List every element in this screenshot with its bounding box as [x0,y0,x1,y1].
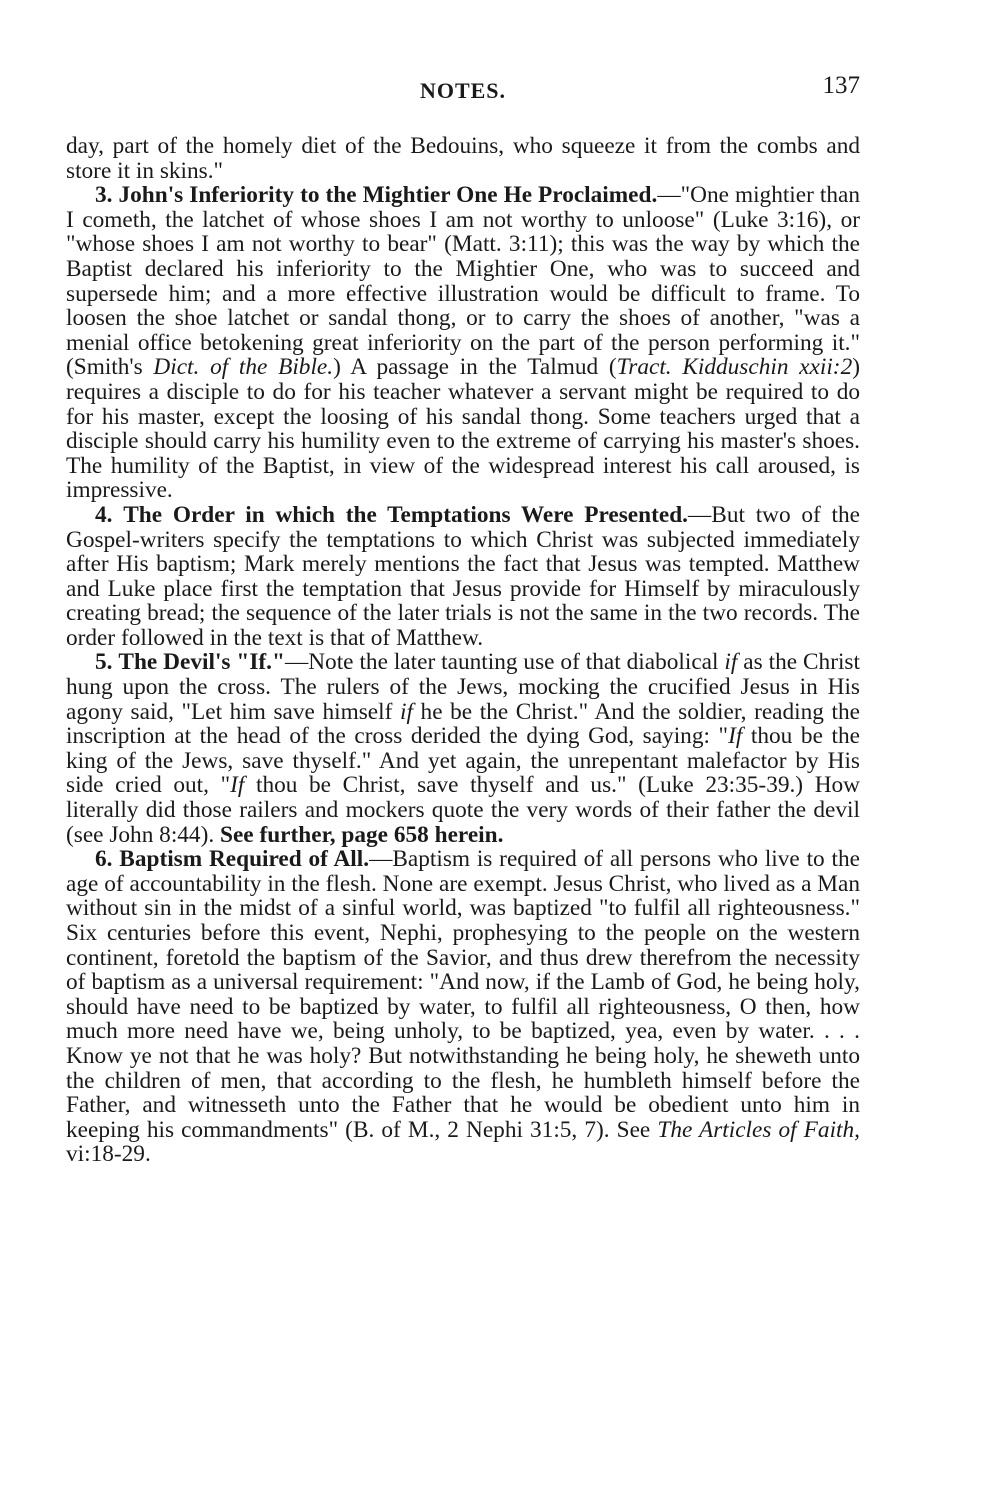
header-title: NOTES. [419,78,507,103]
note-4 [66,503,860,651]
text-run: ) requires a disciple to do for his teacher whatever a servant might be required to do for his master, except the loosing of his sandal thong. Some teachers urged that a disciple should carry his humility even to the extreme of carrying his master's shoes. The humility of the Baptist, in view of the widespread interest his call aroused, is impressive. [66,354,860,504]
text-run: thou be the king of the Jews, save thyself." And yet again, the unrepentant malefactor by His side cried out, " [66,723,860,799]
note-number: 5. [95,649,113,676]
text-run: But two of the Gospel-writers specify the temptations to which Christ was subjected immediately after His baptism; Mark merely mentions the fact that Jesus was tempted. Matthew and Luke place first the temptation that Jesus provide for Himself by miraculously creating bread; the sequence of the later trials is not the same in the two records. The order followed in the text is that of Matthew. [66,501,861,651]
note-3 [66,183,860,503]
italic-run: The Articles of Faith, [657,1116,860,1143]
title-dash: — [284,649,309,676]
note-title: John's Inferiority to the Mightier One He Proclaimed. [118,182,658,209]
italic-run: If [230,772,245,799]
page-number: 137 [822,72,860,99]
bold-run: See further, page 658 herein. [220,821,504,848]
title-dash: — [657,182,681,209]
notes-body [66,134,860,1167]
text-run: "One mightier than I cometh, the latchet of whose shoes I am not worthy to unloose" (Luke 3:16), or "whose shoes I am not worthy to bear" (Matt. 3:11); this was the way by which the Baptist declared his inferiority to the Mightier One, who was to succeed and supersede him; and a more effective illustration would be difficult to frame. To loosen the shoe latchet or sandal thong, or to carry the shoes of another, "was a menial office betokening great inferiority on the part of the person performing it." (Smith's [66,182,861,381]
title-dash: — [687,501,712,528]
text-run: he be the Christ." And the soldier, reading the inscription at the head of the cross derided the dying God, saying: " [66,698,861,750]
text-run: thou be Christ, save thyself and us." (Luke 23:35-39.) How literally did those railers and mockers quote the very words of their father the devil (see John 8:44). [66,772,861,848]
running-head [66,70,860,110]
continuation-paragraph: day, part of the homely diet of the Bedouins, who squeeze it from the combs and store it in skins." [66,133,860,184]
note-5 [66,650,860,847]
note-6 [66,847,860,1167]
italic-run: If [728,723,743,750]
title-dash: — [369,846,393,873]
note-title: The Order in which the Temptations Were Presented. [123,501,688,528]
italic-run: if [399,698,413,725]
note-text [66,649,860,847]
note-text [66,182,860,503]
italic-run: Tract. Kidduschin xxii:2 [616,354,853,381]
note-title: Baptism Required of All. [119,846,370,873]
text-run: Baptism is required of all persons who live to the age of accountability in the flesh. None are exempt. Jesus Christ, who lived as a Man without sin in the midst of a sinful world, was baptized "to fulfil all righteousness." Six centuries before this event, Nephi, prophesying to the people on the western continent, foretold the baptism of the Savior, and thus drew therefrom the necessity of baptism as a universal requirement: "And now, if the Lamb of God, he being holy, should have need to be baptized by water, to fulfil all righteousness, O then, how much more need have we, being unholy, to be baptized, yea, even by water. . . . Know ye not that he was holy? But notwithstanding he being holy, he sheweth unto the children of men, that according to the flesh, he humbleth himself before the Father, and witnesseth unto the Father that he would be obedient unto him in keeping his commandments" (B. of M., 2 Nephi 31:5, 7). See [66,846,860,1143]
note-text [66,846,860,1167]
text-run: Note the later taunting use of that diabolical [308,649,725,676]
note-number: 3. [95,182,113,209]
text-run: ) A passage in the Talmud ( [333,354,617,381]
text-run: as the Christ hung upon the cross. The rulers of the Jews, mocking the crucified Jesus in His agony said, "Let him save himself [66,649,860,725]
note-title: The Devil's "If." [118,649,285,676]
italic-run: if [724,649,738,676]
italic-run: Dict. of the Bible. [153,354,334,381]
text-run: vi:18-29. [66,1141,151,1168]
note-number: 4. [95,501,113,528]
note-number: 6. [95,846,113,873]
